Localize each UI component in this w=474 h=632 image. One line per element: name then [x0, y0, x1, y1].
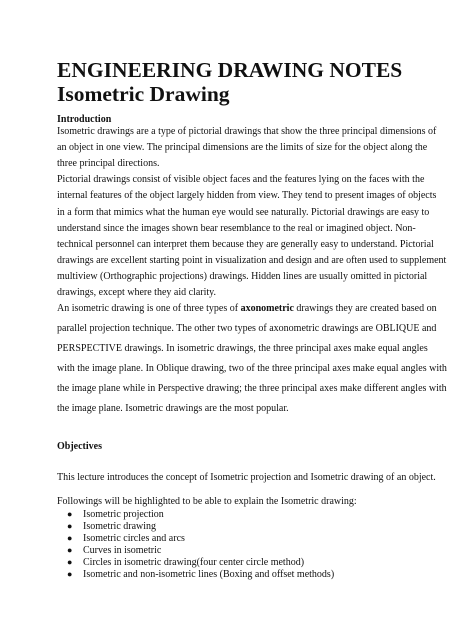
paragraph-line: drawings, except where they aid clarity. — [57, 287, 217, 298]
objectives-intro-line: This lecture introduces the concept of Isometric projection and Isometric drawing of an object. — [57, 472, 436, 483]
section-heading-introduction: Introduction — [57, 114, 112, 125]
document-subtitle: Isometric Drawing — [57, 82, 230, 106]
paragraph-line: Pictorial drawings consist of visible object faces and the features lying on the faces with the — [57, 174, 425, 185]
paragraph-line: drawings are excellent starting point in visualization and design and are often used to supplement — [57, 255, 447, 266]
paragraph-line: understand since the images shown bear resemblance to the real or imagined object. Non- — [57, 223, 416, 234]
bold-term-axonometric: axonometric — [240, 303, 294, 314]
text-run: drawings they are created based on — [293, 303, 437, 314]
bullet-icon: ● — [67, 509, 73, 519]
list-item-text: Isometric circles and arcs — [83, 533, 185, 544]
list-item-text: Circles in isometric drawing(four center circle method) — [83, 557, 305, 568]
paragraph-line-axonometric — [57, 303, 437, 315]
paragraph-line: the image plane while in Perspective drawing; the three principal axes make different angles with — [57, 383, 447, 394]
list-item-text: Isometric and non-isometric lines (Boxing and offset methods) — [83, 569, 335, 580]
bullet-icon: ● — [67, 545, 73, 555]
objectives-lead-line: Followings will be highlighted to be able to explain the Isometric drawing: — [57, 496, 357, 507]
paragraph-line: Isometric drawings are a type of pictorial drawings that show the three principal dimensions of — [57, 126, 437, 137]
text-run: An isometric drawing is one of three types of — [57, 303, 241, 314]
document-title: ENGINEERING DRAWING NOTES — [57, 58, 403, 82]
paragraph-line: the image plane. Isometric drawings are the most popular. — [57, 403, 289, 414]
section-heading-objectives: Objectives — [57, 441, 102, 452]
paragraph-line: with the image plane. In Oblique drawing, two of the three principal axes make equal angles with — [57, 363, 447, 374]
paragraph-line: technical personnel can interpret them because they are generally easy to understand. Pictorial — [57, 239, 434, 250]
paragraph-line: in a form that mimics what the human eye would see naturally. Pictorial drawings are easy to — [57, 207, 430, 218]
list-item-text: Curves in isometric — [83, 545, 162, 556]
paragraph-line: internal features of the object largely hidden from view. They tend to present images of objects — [57, 190, 437, 201]
list-item — [67, 568, 334, 581]
bullet-icon: ● — [67, 533, 73, 543]
paragraph-line: three principal directions. — [57, 158, 160, 169]
bullet-icon: ● — [67, 521, 73, 531]
list-item-text: Isometric drawing — [83, 521, 157, 532]
bullet-icon: ● — [67, 557, 73, 567]
paragraph-line: multiview (Orthographic projections) drawings. Hidden lines are usually omitted in pictorial — [57, 271, 428, 282]
bullet-icon: ● — [67, 569, 73, 579]
paragraph-line: PERSPECTIVE drawings. In isometric drawings, the three principal axes make equal angles — [57, 343, 428, 354]
paragraph-line: parallel projection technique. The other two types of axonometric drawings are OBLIQUE and — [57, 323, 437, 334]
list-item-text: Isometric projection — [83, 509, 164, 520]
paragraph-line: an object in one view. The principal dimensions are the limits of size for the object along the — [57, 142, 428, 153]
